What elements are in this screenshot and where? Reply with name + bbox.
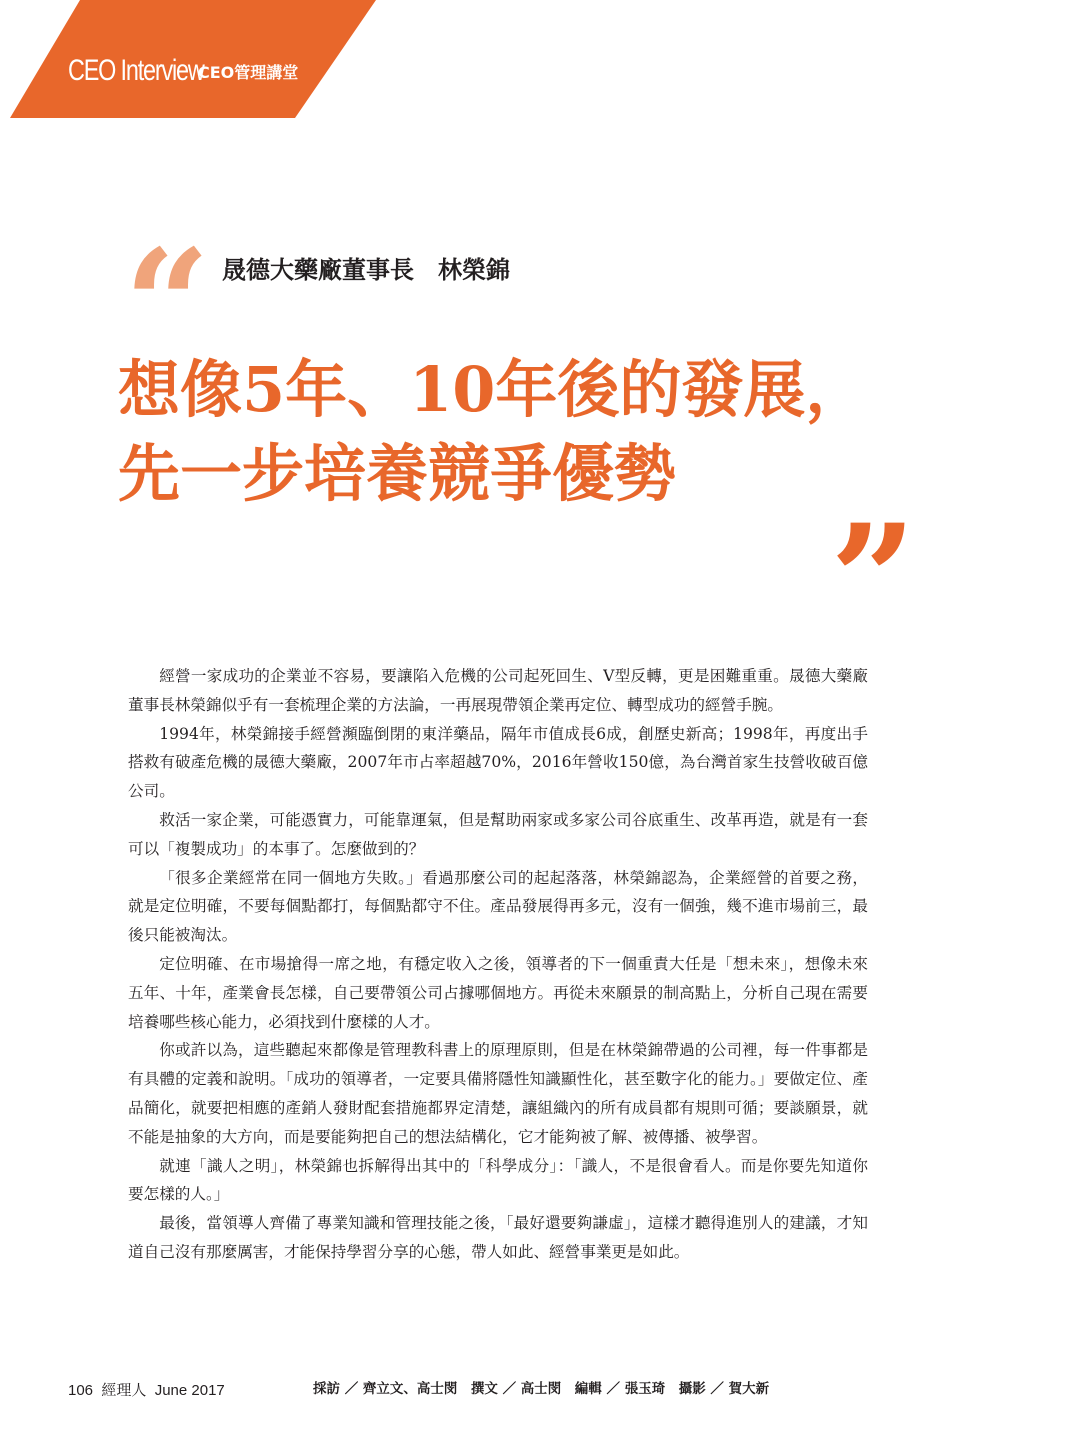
section-label-en: CEO Interview xyxy=(68,54,204,87)
credits-line: 採訪 ／ 齊立文、高士閔 撰文 ／ 高士閔 編輯 ／ 張玉琦 攝影 ／ 賀大新 xyxy=(313,1381,770,1397)
article-paragraph: 你或許以為，這些聽起來都像是管理教科書上的原理原則，但是在林榮錦帶過的公司裡，每一件事都是有具體的定義和說明。「成功的領導者，一定要具備將隱性知識顯性化，甚至數字化的能力。」要做定位、產品簡化，就要把相應的產銷人發財配套措施都界定清楚，讓組織內的所有成員都有規則可循；要談願景，就不能是抽象的大方向，而是要能夠把自己的想法結構化，它才能夠被了解、被傳播、被學習。 xyxy=(128,1041,868,1146)
article-paragraph: 最後，當領導人齊備了專業知識和管理技能之後，「最好還要夠謙虛」，這樣才聽得進別人的建議，才知道自己沒有那麼厲害，才能保持學習分享的心態，帶人如此、經營事業更是如此。 xyxy=(128,1214,868,1261)
headline-line-2: 先一步培養競爭優勢 xyxy=(118,437,677,510)
article-paragraph: 救活一家企業，可能憑實力，可能靠運氣，但是幫助兩家或多家公司谷底重生、改革再造，就是有一套可以「複製成功」的本事了。怎麼做到的？ xyxy=(128,810,868,858)
speaker-title: 晟德大藥廠董事長 林榮錦 xyxy=(222,256,510,284)
article-paragraph: 就連「識人之明」，林榮錦也拆解得出其中的「科學成分」：「識人，不是很會看人。而是你要先知道你要怎樣的人。」 xyxy=(128,1156,868,1204)
headline xyxy=(118,348,958,516)
article-paragraph: 1994年，林榮錦接手經營瀕臨倒閉的東洋藥品，隔年市值成長6成，創歷史新高；1998年，再度出手搭救有破產危機的晟德大藥廠，2007年市占率超越70%，2016年營收150億，為台灣首家生技營收破百億公司。 xyxy=(128,724,868,801)
page-folio: 106 經理人 June 2017 xyxy=(68,1382,225,1399)
article-body xyxy=(128,662,868,1267)
article-paragraph: 定位明確、在市場搶得一席之地，有穩定收入之後，領導者的下一個重責大任是「想未來」，想像未來五年、十年，產業會長怎樣，自己要帶領公司占據哪個地方。再從未來願景的制高點上，分析自己現在需要培養哪些核心能力，必須找到什麼樣的人才。 xyxy=(128,954,868,1031)
open-quote-mark: “ xyxy=(124,217,211,393)
headline-line-1: 想像5年、10年後的發展， xyxy=(118,353,868,426)
article-paragraph: 經營一家成功的企業並不容易，要讓陷入危機的公司起死回生、V型反轉，更是困難重重。晟德大藥廠董事長林榮錦似乎有一套梳理企業的方法論，一再展現帶領企業再定位、轉型成功的經營手腕。 xyxy=(128,667,868,714)
section-label-zh: CEO管理講堂 xyxy=(198,63,299,82)
section-banner xyxy=(0,0,380,120)
close-quote-mark: ” xyxy=(830,492,917,668)
article-paragraph: 「很多企業經常在同一個地方失敗。」看過那麼公司的起起落落，林榮錦認為，企業經營的首要之務，就是定位明確，不要每個點都打，每個點都守不住。產品發展得再多元，沒有一個強，幾不進市場前三，最後只能被淘汰。 xyxy=(128,868,868,945)
